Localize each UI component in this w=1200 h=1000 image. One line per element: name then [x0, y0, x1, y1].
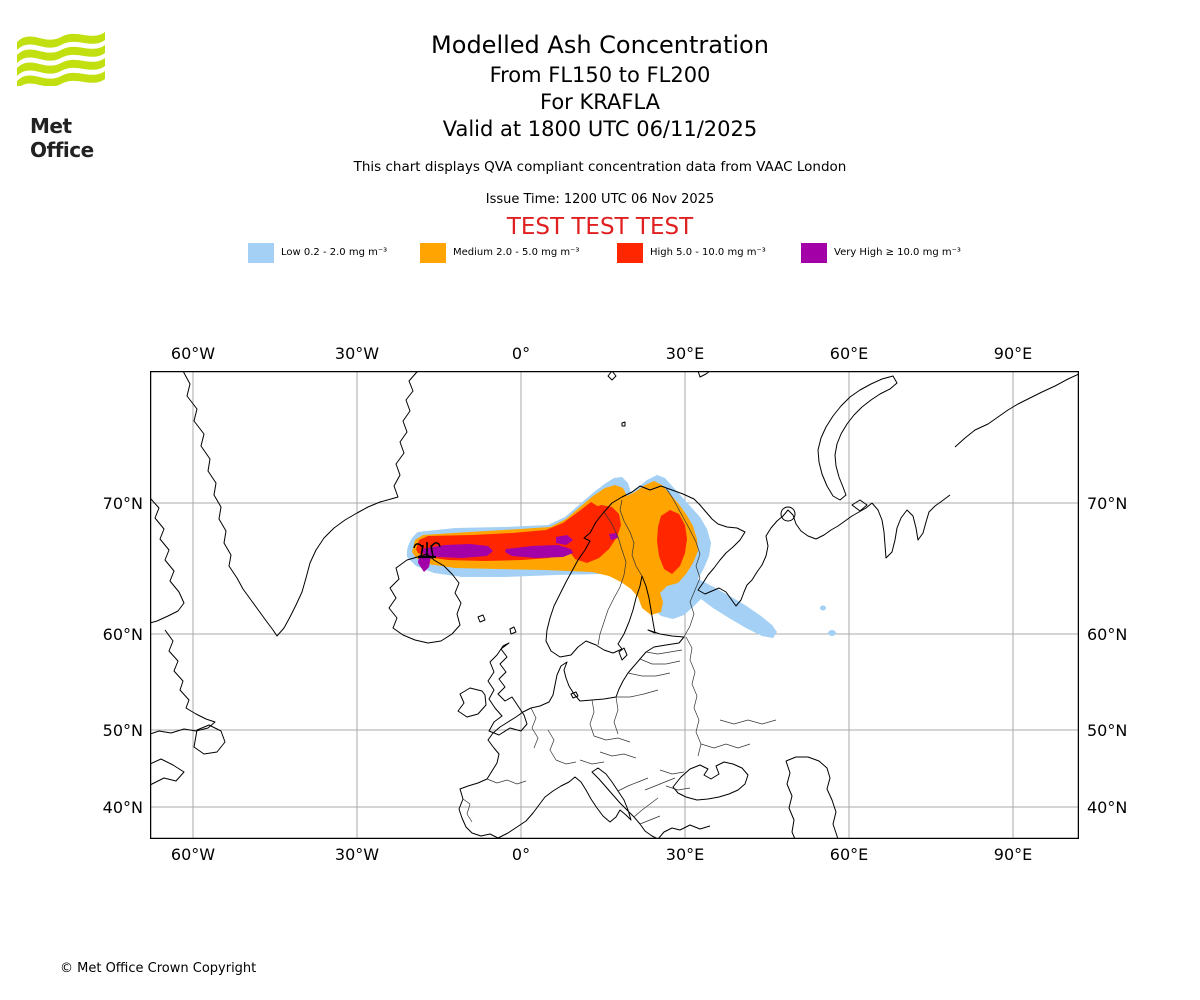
ytick-left-50n: 50°N [102, 721, 143, 740]
title-volcano: For KRAFLA [540, 90, 660, 114]
xtick-top-0: 0° [511, 344, 531, 363]
legend-swatch-high [617, 243, 643, 263]
subtitle-qva: This chart displays QVA compliant concentration data from VAAC London [353, 159, 847, 175]
ytick-left-40n: 40°N [102, 798, 143, 817]
xtick-bot-30w: 30°W [334, 845, 380, 864]
xtick-top-60e: 60°E [829, 344, 869, 363]
test-banner: TEST TEST TEST [506, 214, 694, 240]
legend-label-high: High 5.0 - 10.0 mg m⁻³ [650, 247, 766, 258]
copyright-notice: © Met Office Crown Copyright [60, 961, 257, 976]
title-valid-time: Valid at 1800 UTC 06/11/2025 [442, 117, 758, 141]
logo-wordmark: Met Office [30, 114, 94, 162]
legend-swatch-low [248, 243, 274, 263]
ytick-right-70n: 70°N [1087, 494, 1128, 513]
xtick-bot-90e: 90°E [993, 845, 1033, 864]
xtick-top-30e: 30°E [665, 344, 705, 363]
ytick-left-60n: 60°N [102, 625, 143, 644]
coastlines [150, 371, 1079, 839]
legend-swatch-medium [420, 243, 446, 263]
legend-label-medium: Medium 2.0 - 5.0 mg m⁻³ [453, 247, 580, 258]
ytick-left-70n: 70°N [102, 494, 143, 513]
graticule [150, 371, 1079, 839]
title-flight-levels: From FL150 to FL200 [489, 63, 711, 87]
ytick-right-50n: 50°N [1087, 721, 1128, 740]
legend-label-very-high: Very High ≥ 10.0 mg m⁻³ [834, 247, 961, 258]
page-title: Modelled Ash Concentration [431, 31, 769, 59]
xtick-bot-30e: 30°E [665, 845, 705, 864]
xtick-bot-60w: 60°W [170, 845, 216, 864]
ytick-right-60n: 60°N [1087, 625, 1128, 644]
xtick-top-90e: 90°E [993, 344, 1033, 363]
xtick-bot-0: 0° [511, 845, 531, 864]
xtick-top-30w: 30°W [334, 344, 380, 363]
xtick-bot-60e: 60°E [829, 845, 869, 864]
ytick-right-40n: 40°N [1087, 798, 1128, 817]
issue-time: Issue Time: 1200 UTC 06 Nov 2025 [485, 192, 715, 207]
legend-label-low: Low 0.2 - 2.0 mg m⁻³ [281, 247, 388, 258]
xtick-top-60w: 60°W [170, 344, 216, 363]
ash-concentration-map [150, 371, 1079, 839]
legend-swatch-very-high [801, 243, 827, 263]
map-frame [151, 372, 1079, 839]
